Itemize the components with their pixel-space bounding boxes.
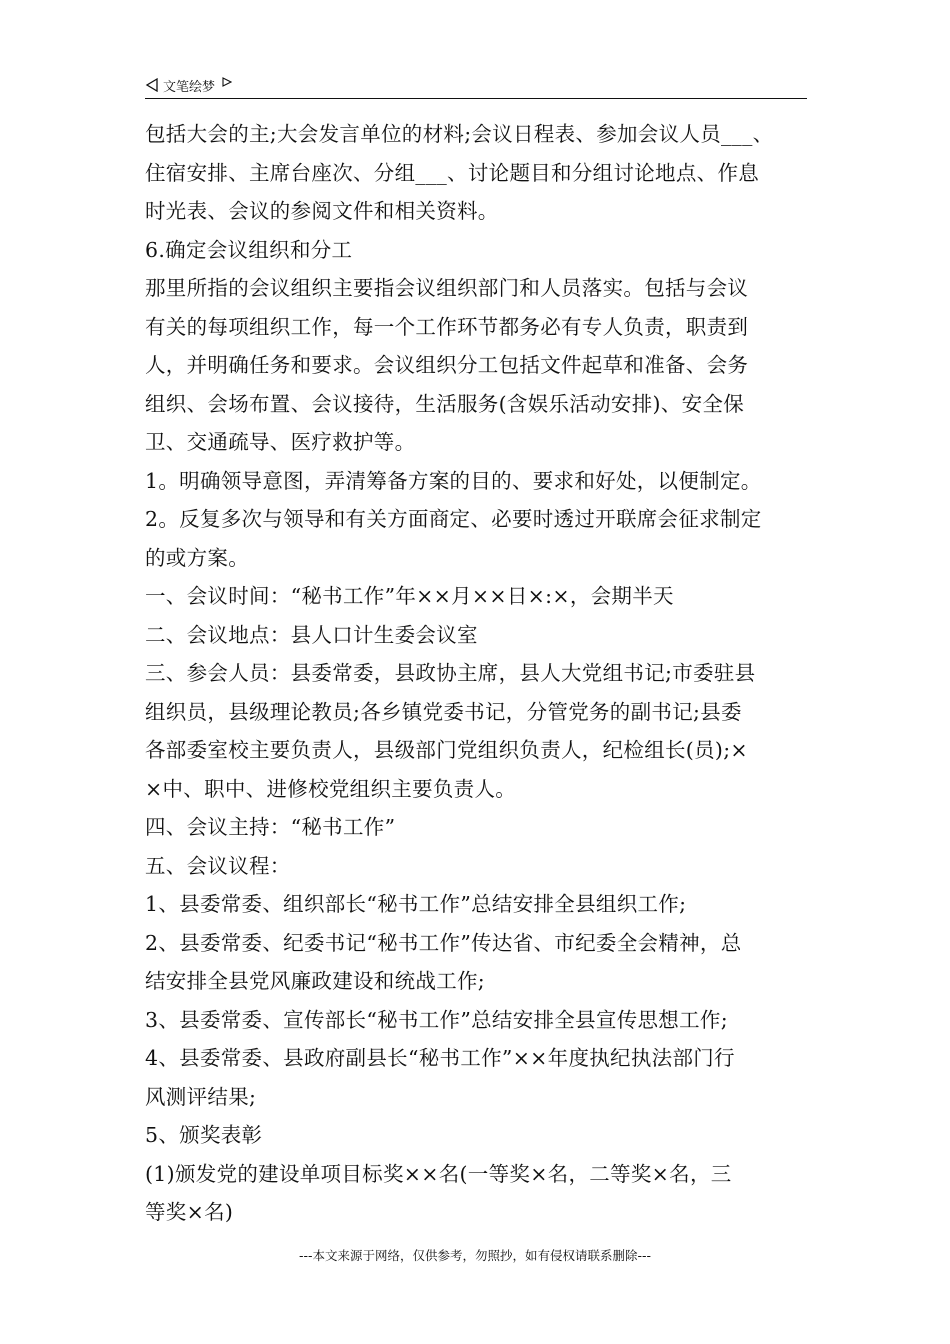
footer-disclaimer: ---本文来源于网络，仅供参考，勿照抄，如有侵权请联系删除--- [298, 1248, 652, 1263]
text-line: ×中、职中、进修校党组织主要负责人。 [145, 776, 517, 801]
brand [145, 74, 232, 96]
text-line: 4、县委常委、县政府副县长“秘书工作”××年度执纪执法部门行 [145, 1046, 735, 1070]
text-line: 时光表、会议的参阅文件和相关资料。 [145, 199, 499, 223]
text-line: 四、会议主持：“秘书工作” [145, 815, 396, 839]
text-line: 1、县委常委、组织部长“秘书工作”总结安排全县组织工作; [145, 892, 687, 916]
text-line: 二、会议地点：县人口计生委会议室 [145, 622, 478, 647]
brand-name: 文笔绘梦 [163, 79, 216, 95]
right-triangle-outline-icon [222, 77, 232, 87]
text-line: 三、参会人员：县委常委，县政协主席，县人大党组书记;市委驻县 [145, 661, 756, 685]
text-line: 2、县委常委、纪委书记“秘书工作”传达省、市纪委全会精神，总 [145, 930, 742, 955]
text-line: 各部委室校主要负责人，县级部门党组织负责人，纪检组长(员);× [145, 738, 748, 762]
section-heading: 6.确定会议组织和分工 [145, 237, 353, 262]
text-line: 一、会议时间：“秘书工作”年××月××日×:×，会期半天 [145, 584, 674, 608]
text-line: 1。明确领导意图，弄清筹备方案的目的、要求和好处，以便制定。 [145, 468, 762, 493]
text-line: 人，并明确任务和要求。会议组织分工包括文件起草和准备、会务 [145, 353, 749, 377]
text-line: 等奖×名) [145, 1200, 234, 1224]
text-line: 结安排全县党风廉政建设和统战工作; [145, 969, 486, 993]
text-line: 组织员，县级理论教员;各乡镇党委书记，分管党务的副书记;县委 [145, 699, 742, 724]
text-line: 那里所指的会议组织主要指会议组织部门和人员落实。包括与会议 [145, 276, 749, 300]
text-line: 住宿安排、主席台座次、分组___、讨论题目和分组讨论地点、作息 [145, 160, 760, 185]
text-line: 组织、会场布置、会议接待，生活服务(含娱乐活动安排)、安全保 [145, 391, 744, 416]
text-line: 有关的每项组织工作，每一个工作环节都务必有专人负责，职责到 [145, 314, 749, 339]
text-line: 风测评结果; [145, 1084, 257, 1109]
text-line: 2。反复多次与领导和有关方面商定、必要时透过开联席会征求制定 [145, 507, 762, 531]
text-line: 卫、交通疏导、医疗救护等。 [145, 430, 416, 454]
text-line: 5、颁奖表彰 [145, 1123, 263, 1147]
text-line: 3、县委常委、宣传部长“秘书工作”总结安排全县宣传思想工作; [145, 1007, 728, 1032]
left-triangle-outline-icon [145, 78, 159, 92]
text-line: 的或方案。 [145, 545, 249, 570]
document-body [145, 115, 807, 1232]
text-line: 包括大会的主;大会发言单位的材料;会议日程表、参加会议人员___、 [145, 122, 774, 146]
text-line: (1)颁发党的建设单项目标奖××名(一等奖×名，二等奖×名，三 [145, 1161, 732, 1186]
page-header [145, 74, 807, 99]
text-line: 五、会议议程： [145, 853, 291, 878]
